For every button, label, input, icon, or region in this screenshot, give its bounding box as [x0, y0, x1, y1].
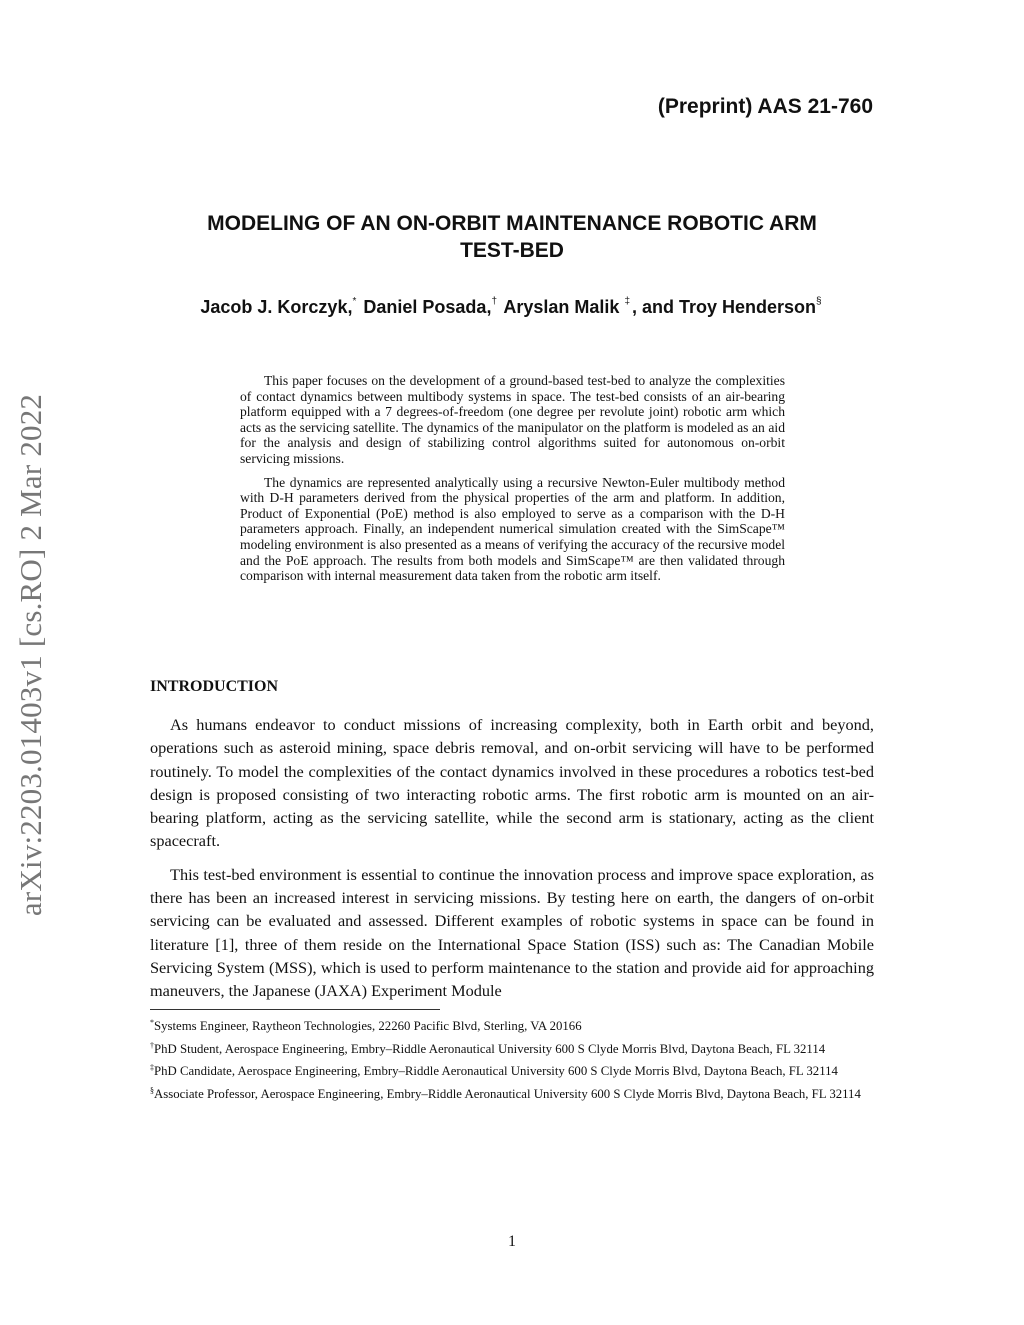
- abstract: [240, 373, 785, 592]
- footnote-divider: [150, 1009, 440, 1010]
- footnote-mark: §: [150, 1085, 154, 1095]
- author-footnote-mark: ‡: [624, 296, 630, 307]
- author-list: [150, 296, 874, 318]
- body-paragraph: As humans endeavor to conduct missions of increasing complexity, both in Earth orbit and beyond, operations such as asteroid mining, space debris removal, and on-orbit servicing will have to be performed routinely. To model the complexities of the contact dynamics involved in these procedures a robotics test-bed design is proposed consisting of two interacting robotic arms. The first robotic arm is mounted on an air-bearing platform, acting as the servicing satellite, while the second arm is stationary, acting as the client spacecraft.: [150, 715, 874, 851]
- footnote-mark: †: [150, 1040, 154, 1050]
- footnote-text: PhD Student, Aerospace Engineering, Embry–Riddle Aeronautical University 600 S Clyde Morris Blvd, Daytona Beach, FL 32114: [154, 1041, 826, 1056]
- footnote-text: Associate Professor, Aerospace Engineering, Embry–Riddle Aeronautical University 600 S Clyde Morris Blvd, Daytona Beach, FL 32114: [154, 1086, 861, 1101]
- footnote-text: Systems Engineer, Raytheon Technologies, 22260 Pacific Blvd, Sterling, VA 20166: [154, 1019, 582, 1033]
- paper-title: [150, 210, 874, 264]
- page-number: 1: [508, 1233, 516, 1250]
- abstract-paragraph: The dynamics are represented analytically using a recursive Newton-Euler multibody method with D-H parameters derived from the physical properties of the arm and platform. In addition, Product of Exponential (PoE) method is also employed to serve as a comparison with the D-H parameters approach. Finally, an independent numerical simulation created with the SimScape™ modeling environment is also presented as a means of verifying the accuracy of the recursive model and the PoE approach. The results from both models and SimScape™ are then validated through comparison with internal measurement data taken from the robotic arm itself.: [240, 474, 785, 584]
- body-paragraph: This test-bed environment is essential to continue the innovation process and improve space exploration, as there has been an increased interest in servicing missions. By testing here on earth, the dangers of on-orbit servicing can be evaluated and assessed. Different examples of robotic systems in space can be found in literature [1], three of them reside on the International Space Station (ISS) such as: The Canadian Mobile Servicing System (MSS), which is used to perform maintenance to the station and provide aid for approaching maneuvers, the Japanese (JAXA) Experiment Module: [150, 864, 874, 1001]
- author-name: Jacob J. Korczyk,: [200, 297, 353, 317]
- footnote-mark: *: [150, 1018, 154, 1027]
- title-line-2: TEST-BED: [460, 239, 564, 262]
- preprint-label: (Preprint) AAS 21-760: [657, 95, 873, 118]
- author-footnote-mark: §: [816, 296, 822, 307]
- author-footnote-mark: *: [352, 296, 357, 307]
- author-name: Daniel Posada,: [363, 297, 492, 317]
- footnote-mark: ‡: [150, 1063, 154, 1073]
- footnotes: [150, 1014, 874, 1104]
- author-name: Aryslan Malik: [503, 297, 620, 317]
- section-heading: INTRODUCTION: [150, 678, 279, 695]
- abstract-paragraph: This paper focuses on the development of a ground-based test-bed to analyze the complexities of contact dynamics between multibody systems in space. The test-bed consists of an air-bearing platform equipped with a 7 degrees-of-freedom (one degree per revolute joint) robotic arm which acts as the servicing satellite. The dynamics of the manipulator on the platform is modeled as an aid for the analysis and design of stabilizing control algorithms suited for autonomous on-orbit servicing missions.: [240, 373, 785, 466]
- footnote: [150, 1037, 874, 1059]
- author-footnote-mark: †: [491, 296, 498, 307]
- author-name: , and Troy Henderson: [632, 297, 817, 317]
- arxiv-sidebar: [2, 355, 60, 955]
- footnote: [150, 1059, 874, 1081]
- introduction-body: [150, 713, 874, 1013]
- footnote-text: PhD Candidate, Aerospace Engineering, Embry–Riddle Aeronautical University 600 S Clyde Morris Blvd, Daytona Beach, FL 32114: [154, 1064, 838, 1079]
- footnote: [150, 1014, 874, 1036]
- title-line-1: MODELING OF AN ON-ORBIT MAINTENANCE ROBOTIC ARM: [207, 212, 817, 235]
- footnote: [150, 1082, 874, 1104]
- arxiv-identifier: arXiv:2203.01403v1 [cs.RO] 2 Mar 2022: [13, 393, 48, 917]
